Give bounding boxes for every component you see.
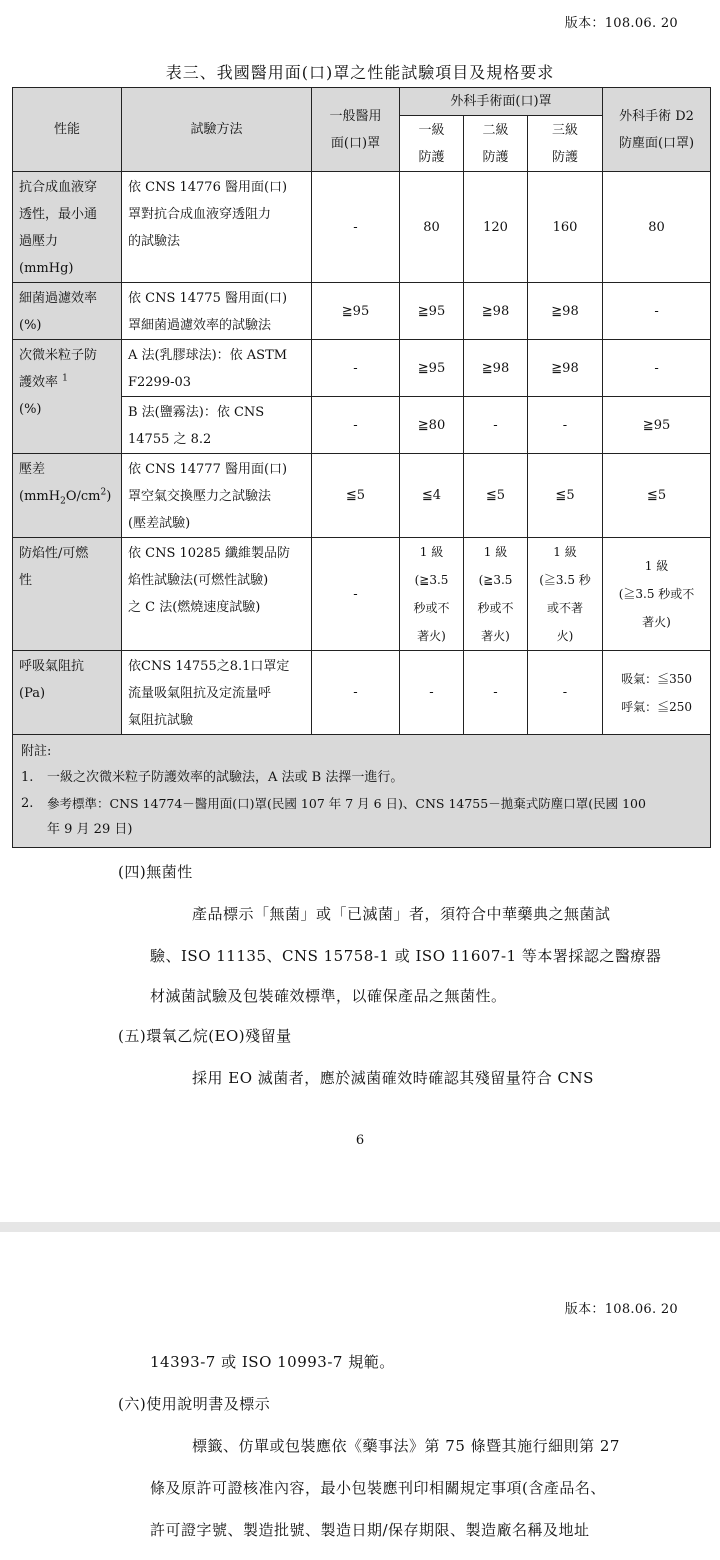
note-item: 1. 一級之次微米粒子防護效率的試驗法，A 法或 B 法擇一進行。 [21,770,404,785]
cell-general: - [312,397,400,454]
table-row [13,651,711,735]
header-level2: 二級 防護 [464,116,528,172]
row-property: 壓差 $(mmH_2O/cm^2)$ [13,454,122,538]
cell-level3: - [528,651,603,735]
header-surgical: 外科手術面(口)罩 [400,88,603,116]
cell-level3: ≧98 [528,340,603,397]
cell-d2: - [603,340,711,397]
section-heading: (五)環氧乙烷(EO)殘留量 [118,1027,292,1045]
cell-level1: ≦4 [400,454,464,538]
header-level1: 一級 防護 [400,116,464,172]
row-method: 依 CNS 14775 醫用面(口) 罩細菌過濾效率的試驗法 [122,283,312,340]
cell-d2: ≦5 [603,454,711,538]
paragraph-line: 採用 EO 滅菌者，應於滅菌確效時確認其殘留量符合 CNS [192,1069,594,1087]
cell-level2: ≧98 [464,283,528,340]
row-method: 依 CNS 10285 纖維製品防 焰性試驗法(可燃性試驗) 之 C 法(燃燒速度試驗) [122,538,312,651]
cell-general: - [312,651,400,735]
paragraph-line: 材滅菌試驗及包裝確效標準，以確保產品之無菌性。 [150,987,507,1005]
cell-d2: - [603,283,711,340]
table-row [13,538,711,651]
note-item-cont: 年 9 月 29 日) [47,822,133,837]
header-general: 一般醫用 面(口)罩 [312,88,400,172]
table-row [13,340,711,397]
cell-level2: - [464,651,528,735]
paragraph-line: 產品標示「無菌」或「已滅菌」者，須符合中華藥典之無菌試 [192,905,611,923]
table-notes [13,735,711,848]
cell-d2: ≧95 [603,397,711,454]
header-d2: 外科手術 D2 防塵面(口罩) [603,88,711,172]
cell-general: ≦5 [312,454,400,538]
cell-level1: ≧95 [400,283,464,340]
cell-d2: 80 [603,172,711,283]
cell-level3: - [528,397,603,454]
header-level3: 三級 防護 [528,116,603,172]
table-header-row [13,88,711,116]
cell-general: - [312,172,400,283]
version-label: 版本：108.06. 20 [564,16,678,31]
cell-general: - [312,538,400,651]
cell-level1: ≧80 [400,397,464,454]
row-property: 抗合成血液穿 透性，最小通 過壓力 (mmHg) [13,172,122,283]
note-item: 2. 參考標準：CNS 14774－醫用面(口)罩(民國 107 年 7 月 6 日)、CNS 14755－拋棄式防塵口罩(民國 100 [21,796,646,811]
cell-level2: 1 級 (≧3.5 秒或不 著火) [464,538,528,651]
cell-level1: ≧95 [400,340,464,397]
notes-row [13,735,711,848]
cell-level3: 1 級 (≧3.5 秒 或不著 火) [528,538,603,651]
paragraph-line: 條及原許可證核准內容，最小包裝應刊印相關規定事項(含產品名、 [150,1479,606,1497]
cell-general: ≧95 [312,283,400,340]
table-row [13,454,711,538]
cell-d2: 吸氣：≦350 呼氣：≦250 [603,651,711,735]
cell-level2: - [464,397,528,454]
table-row [13,172,711,283]
notes-title: 附註: [21,744,52,759]
cell-level3: ≦5 [528,454,603,538]
cell-level2: ≧98 [464,340,528,397]
cell-level2: 120 [464,172,528,283]
cell-level1: 1 級 (≧3.5 秒或不 著火) [400,538,464,651]
row-property: 次微米粒子防 護效率 $^1$ (%) [13,340,122,454]
cell-general: - [312,340,400,397]
spec-table [12,87,711,848]
table-row [13,283,711,340]
row-property: 防焰性/可燃 性 [13,538,122,651]
cell-level1: 80 [400,172,464,283]
row-method: 依 CNS 14776 醫用面(口) 罩對抗合成血液穿透阻力 的試驗法 [122,172,312,283]
document-page-2 [0,1232,720,1560]
cell-level3: 160 [528,172,603,283]
paragraph-line: 14393-7 或 ISO 10993-7 規範。 [150,1353,395,1371]
cell-level2: ≦5 [464,454,528,538]
row-property: 細菌過濾效率 (%) [13,283,122,340]
page-separator [0,1222,720,1232]
header-method: 試驗方法 [122,88,312,172]
row-method-a: A 法(乳膠球法)：依 ASTM F2299-03 [122,340,312,397]
paragraph-line: 驗、ISO 11135、CNS 15758-1 或 ISO 11607-1 等本署採認之醫療器 [150,947,662,965]
header-property: 性能 [13,88,122,172]
paragraph-line: 標籤、仿單或包裝應依《藥事法》第 75 條暨其施行細則第 27 [192,1437,620,1455]
row-method: 依 CNS 14777 醫用面(口) 罩空氣交換壓力之試驗法 (壓差試驗) [122,454,312,538]
row-property: 呼吸氣阻抗 (Pa) [13,651,122,735]
paragraph-line: 許可證字號、製造批號、製造日期/保存期限、製造廠名稱及地址 [150,1521,590,1539]
cell-d2: 1 級 (≧3.5 秒或不 著火) [603,538,711,651]
page-number: 6 [355,1133,365,1148]
cell-level3: ≧98 [528,283,603,340]
section-heading: (四)無菌性 [118,863,193,881]
row-method-b: B 法(鹽霧法)：依 CNS 14755 之 8.2 [122,397,312,454]
section-heading: (六)使用說明書及標示 [118,1395,271,1413]
row-method: 依CNS 14755之8.1口罩定 流量吸氣阻抗及定流量呼 氣阻抗試驗 [122,651,312,735]
cell-level1: - [400,651,464,735]
table-title: 表三、我國醫用面(口)罩之性能試驗項目及規格要求 [165,63,555,82]
version-label: 版本：108.06. 20 [564,1302,678,1317]
